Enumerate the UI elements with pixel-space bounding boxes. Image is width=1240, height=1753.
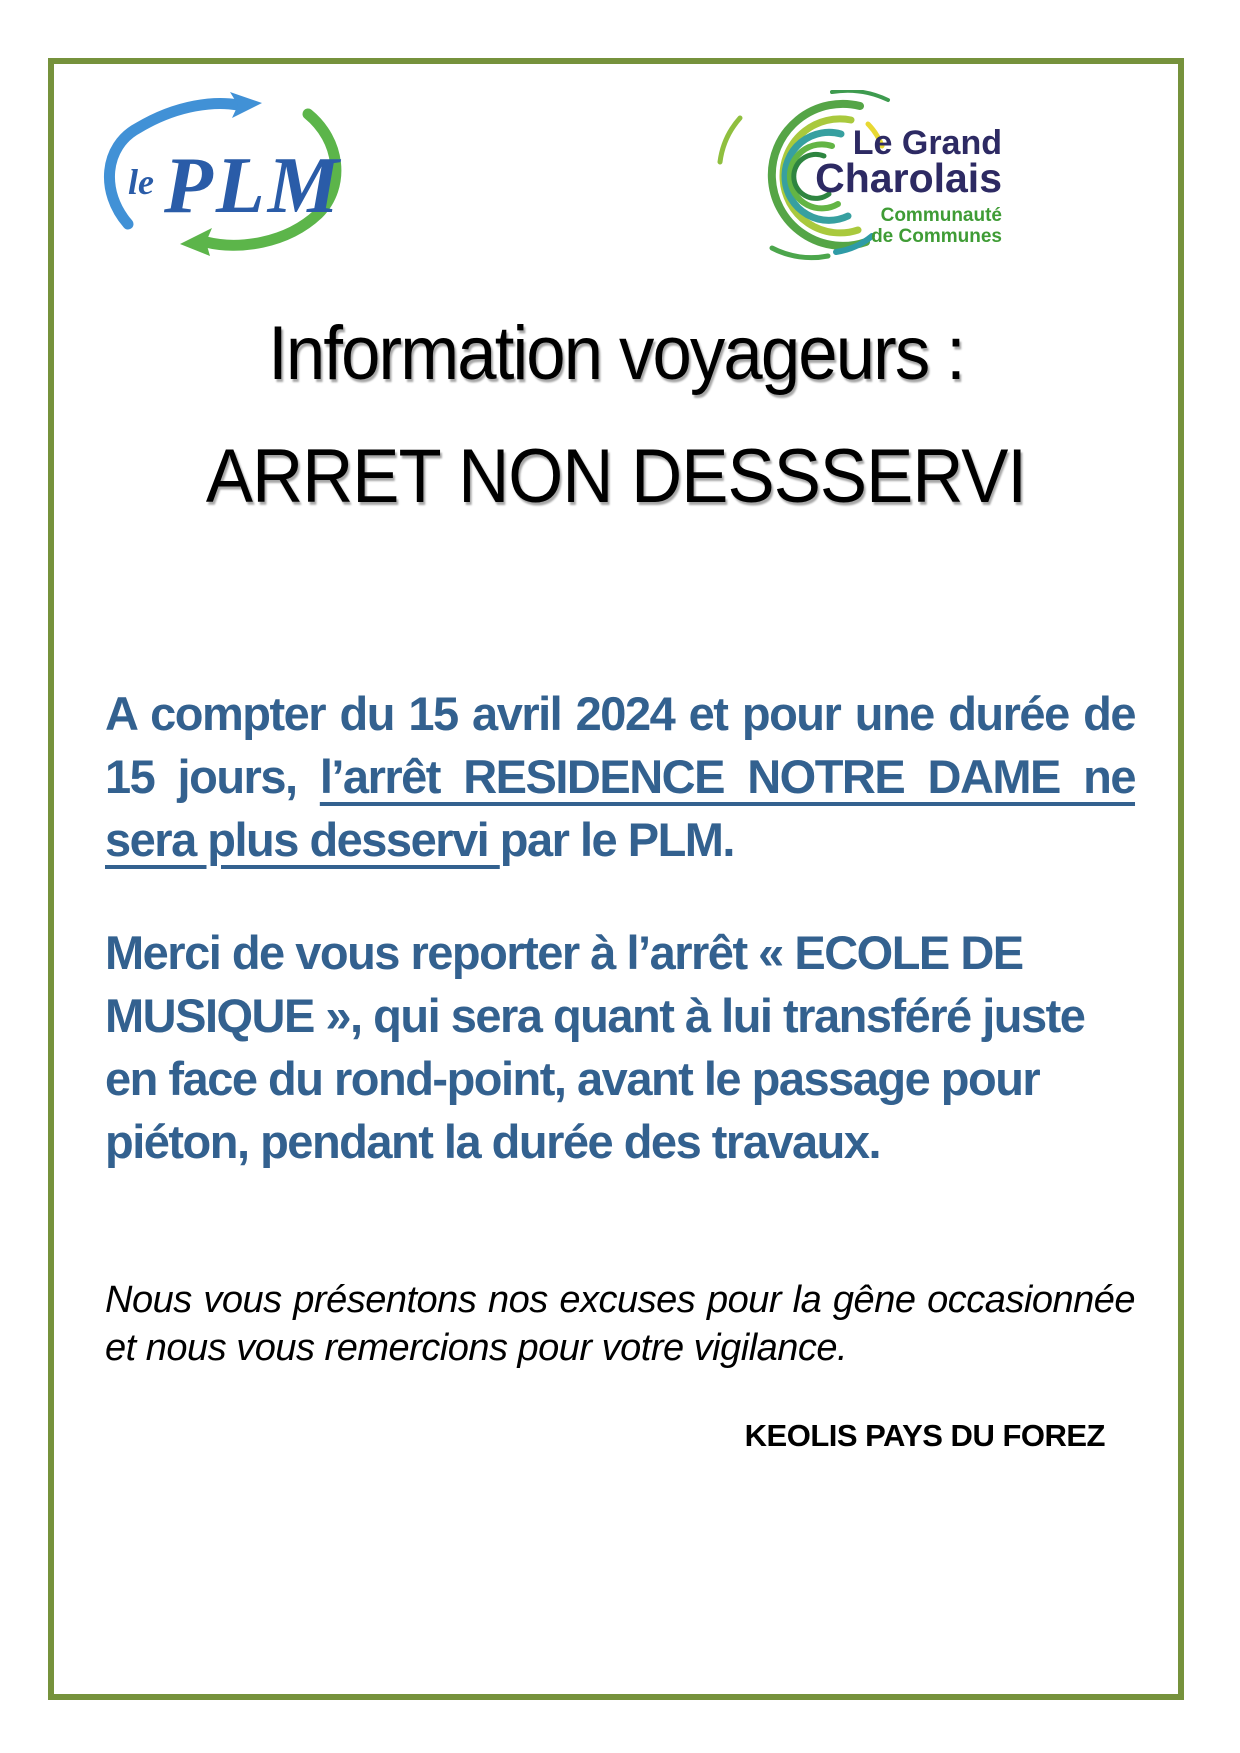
swirl-arc — [832, 91, 888, 100]
paragraph-stop-not-served — [105, 682, 1135, 871]
notice-title-line2: ARRET NON DESSSERVI — [205, 434, 1027, 519]
paragraph-apology: Nous vous présentons nos excuses pour la gêne occasionnée et nous vous remercions pour votre vigilance. — [105, 1279, 1135, 1369]
grand-charolais-line1: Le Grand — [852, 124, 1002, 162]
grand-charolais-subline2: de Communes — [871, 226, 1002, 247]
notice-title-line1: Information voyageurs : — [268, 311, 964, 396]
swirl-arc — [772, 248, 828, 258]
paragraph1-underlined: l’arrêt RESIDENCE NOTRE DAME ne sera plus desservi — [105, 750, 1136, 866]
paragraph1-post: par le PLM. — [499, 813, 734, 866]
signature-operator: KEOLIS PAYS DU FOREZ — [744, 1418, 1105, 1453]
paragraph1-pre: A compter du 15 avril 2024 et pour une durée de 15 jours, — [105, 687, 1135, 803]
grand-charolais-logo — [710, 90, 1010, 262]
plm-logo — [88, 90, 353, 258]
header-logos-row — [54, 64, 1178, 262]
paragraph-alternative-stop: Merci de vous reporter à l’arrêt « ECOLE DE MUSIQUE », qui sera quant à lui transféré juste en face du rond-point, avant le passage pour piéton, pendant la durée des travaux. — [105, 926, 1085, 1168]
grand-charolais-line2: Charolais — [815, 155, 1002, 201]
plm-logo-prefix: le — [128, 162, 154, 202]
grand-charolais-subline1: Communauté — [880, 205, 1002, 226]
plm-logo-name: PLM — [164, 142, 342, 230]
plm-logo-graphic — [88, 90, 353, 258]
grand-charolais-logo-graphic — [710, 90, 1010, 262]
swirl-arc — [720, 118, 740, 162]
page-border-frame — [48, 58, 1184, 1700]
